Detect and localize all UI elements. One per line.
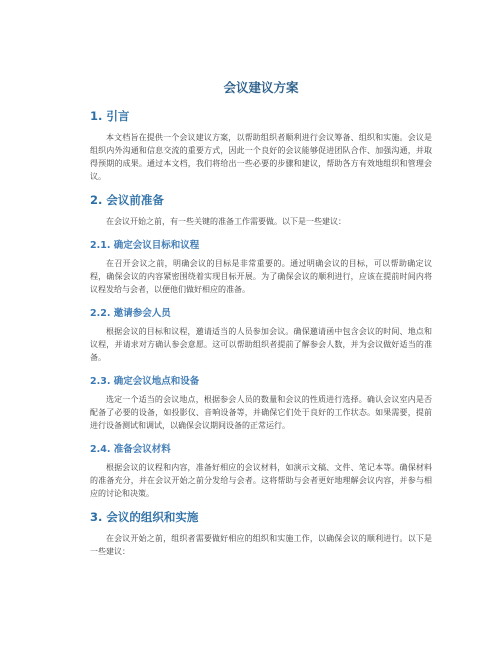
subsection-paragraph: 在召开会议之前，明确会议的目标是非常重要的。通过明确会议的目标，可以帮助确定议程，确保会议的内容紧密围绕着实现目标开展。为了确保会议的顺利进行，应该在提前时间内将议程发给与会者，以便他们做好相应的准备。 <box>90 259 432 294</box>
subsection-invite-attendees <box>90 305 432 364</box>
section-preparation <box>90 192 432 500</box>
section-paragraph: 在会议开始之前，有一些关键的准备工作需要做。以下是一些建议： <box>106 217 346 226</box>
subsection-heading: 2.4. 准备会议材料 <box>90 444 171 455</box>
subsection-paragraph: 根据会议的议程和内容，准备好相应的会议材料，如演示文稿、文件、笔记本等。确保材料的准备充分，并在会议开始之前分发给与会者。这将帮助与会者更好地理解会议内容，并参与相应的讨论和决策。 <box>90 463 432 498</box>
section-introduction <box>90 108 432 183</box>
section-paragraph: 在会议开始之前，组织者需要做好相应的组织和实施工作，以确保会议的顺利进行。以下是一些建议： <box>90 534 432 556</box>
subsection-venue-equipment <box>90 373 432 432</box>
subsection-goals-agenda <box>90 237 432 296</box>
subsection-heading: 2.3. 确定会议地点和设备 <box>90 376 200 387</box>
document-title: 会议建议方案 <box>223 80 299 95</box>
section-heading: 1. 引言 <box>90 109 130 123</box>
section-heading: 3. 会议的组织和实施 <box>90 510 199 524</box>
section-heading: 2. 会议前准备 <box>90 193 164 207</box>
subsection-paragraph: 根据会议的目标和议程，邀请适当的人员参加会议。确保邀请函中包含会议的时间、地点和议程，并请求对方确认参会意愿。这可以帮助组织者提前了解参会人数，并为会议做好适当的准备。 <box>90 327 432 362</box>
subsection-heading: 2.2. 邀请参会人员 <box>90 308 171 319</box>
section-organization <box>90 509 432 558</box>
section-paragraph: 本文档旨在提供一个会议建议方案，以帮助组织者顺利进行会议筹备、组织和实施。会议是组织内外沟通和信息交流的重要方式，因此一个良好的会议能够促进团队合作、加强沟通，并取得预期的成果。通过本文档，我们将给出一些必要的步骤和建议，帮助各方有效地组织和管理会议。 <box>90 133 432 181</box>
subsection-heading: 2.1. 确定会议目标和议程 <box>90 240 200 251</box>
subsection-materials <box>90 441 432 500</box>
subsection-paragraph: 选定一个适当的会议地点，根据参会人员的数量和会议的性质进行选择。确认会议室内是否配备了必要的设备，如投影仪、音响设备等，并确保它们处于良好的工作状态。如果需要，提前进行设备测试和调试，以确保会议期间设备的正常运行。 <box>90 395 432 430</box>
